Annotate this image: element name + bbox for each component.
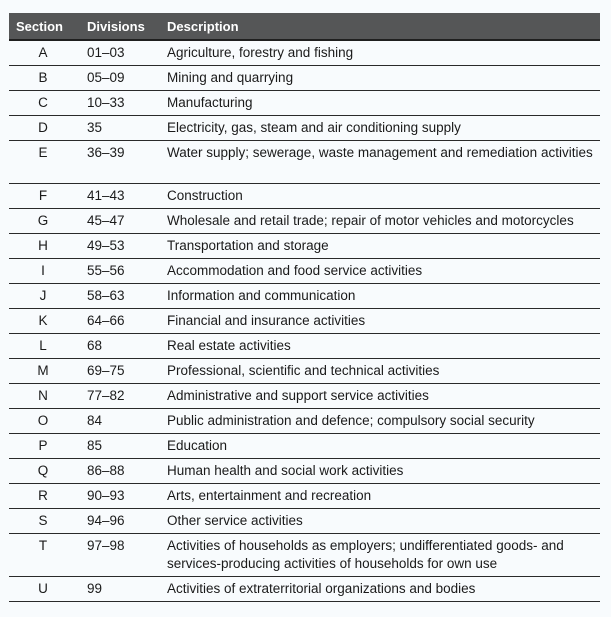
table-row	[9, 359, 600, 384]
section-cell: R	[38, 488, 48, 503]
description-cell: Professional, scientific and technical activities	[167, 363, 440, 378]
description-cell: Activities of extraterritorial organizations and bodies	[167, 581, 476, 596]
section-cell: A	[38, 45, 48, 60]
table-row	[9, 141, 600, 184]
description-cell: Wholesale and retail trade; repair of motor vehicles and motorcycles	[167, 213, 574, 228]
sections-table	[9, 13, 600, 602]
section-cell: F	[38, 188, 48, 203]
table-body	[9, 41, 600, 602]
divisions-cell: 10–33	[87, 95, 125, 110]
table-row	[9, 334, 600, 359]
section-cell: M	[37, 363, 49, 378]
divisions-cell: 69–75	[87, 363, 125, 378]
section-cell: H	[38, 238, 48, 253]
section-cell: K	[38, 313, 48, 328]
divisions-cell: 36–39	[87, 145, 125, 160]
divisions-cell: 68	[87, 338, 103, 353]
description-cell: Accommodation and food service activities	[167, 263, 423, 278]
divisions-cell: 49–53	[87, 238, 125, 253]
section-cell: G	[37, 213, 49, 228]
description-cell: Information and communication	[167, 288, 356, 303]
description-cell: Arts, entertainment and recreation	[167, 488, 372, 503]
section-cell: T	[38, 538, 48, 553]
table-row	[9, 184, 600, 209]
table-row	[9, 91, 600, 116]
table-row	[9, 534, 600, 577]
divisions-cell: 77–82	[87, 388, 125, 403]
table-row	[9, 484, 600, 509]
divisions-cell: 01–03	[87, 45, 125, 60]
table-row	[9, 509, 600, 534]
section-cell: E	[38, 145, 48, 160]
table-row	[9, 409, 600, 434]
table-row	[9, 41, 600, 66]
section-cell: I	[41, 263, 45, 278]
description-cell: Administrative and support service activities	[167, 388, 429, 403]
divisions-cell: 55–56	[87, 263, 125, 278]
divisions-cell: 41–43	[87, 188, 125, 203]
divisions-cell: 05–09	[87, 70, 125, 85]
table-row	[9, 577, 600, 602]
description-cell: Education	[167, 438, 228, 453]
description-cell: Agriculture, forestry and fishing	[167, 45, 354, 60]
divisions-cell: 99	[87, 581, 103, 596]
description-cell: Transportation and storage	[167, 238, 329, 253]
description-cell: Activities of households as employers; undifferentiated goods- and services-producing activities of households for own use	[167, 538, 564, 571]
description-cell: Human health and social work activities	[167, 463, 404, 478]
table-header	[9, 13, 600, 41]
table-row	[9, 384, 600, 409]
section-cell: N	[38, 388, 48, 403]
divisions-cell: 58–63	[87, 288, 125, 303]
description-cell: Water supply; sewerage, waste management and remediation activities	[167, 145, 593, 160]
table-row	[9, 309, 600, 334]
header-section: Section	[16, 18, 63, 34]
divisions-cell: 35	[87, 120, 103, 135]
table-row	[9, 259, 600, 284]
description-cell: Other service activities	[167, 513, 303, 528]
divisions-cell: 64–66	[87, 313, 125, 328]
section-cell: O	[37, 413, 49, 428]
divisions-cell: 90–93	[87, 488, 125, 503]
description-cell: Real estate activities	[167, 338, 291, 353]
description-cell: Public administration and defence; compulsory social security	[167, 413, 535, 428]
header-divisions: Divisions	[87, 18, 145, 34]
table-row	[9, 66, 600, 91]
section-cell: D	[38, 120, 48, 135]
table-row	[9, 284, 600, 309]
divisions-cell: 86–88	[87, 463, 125, 478]
section-cell: L	[39, 338, 47, 353]
section-cell: S	[38, 513, 48, 528]
description-cell: Financial and insurance activities	[167, 313, 366, 328]
description-cell: Construction	[167, 188, 243, 203]
section-cell: P	[38, 438, 48, 453]
divisions-cell: 97–98	[87, 538, 125, 553]
description-cell: Mining and quarrying	[167, 70, 294, 85]
section-cell: C	[38, 95, 48, 110]
description-cell: Manufacturing	[167, 95, 253, 110]
table-row	[9, 116, 600, 141]
divisions-cell: 84	[87, 413, 103, 428]
table-row	[9, 459, 600, 484]
table-row	[9, 434, 600, 459]
table-row	[9, 234, 600, 259]
divisions-cell: 45–47	[87, 213, 125, 228]
divisions-cell: 94–96	[87, 513, 125, 528]
section-cell: U	[38, 581, 48, 596]
section-cell: J	[39, 288, 47, 303]
section-cell: B	[38, 70, 48, 85]
section-cell: Q	[37, 463, 49, 478]
description-cell: Electricity, gas, steam and air conditioning supply	[167, 120, 461, 135]
header-description: Description	[167, 18, 239, 34]
divisions-cell: 85	[87, 438, 103, 453]
table-row	[9, 209, 600, 234]
